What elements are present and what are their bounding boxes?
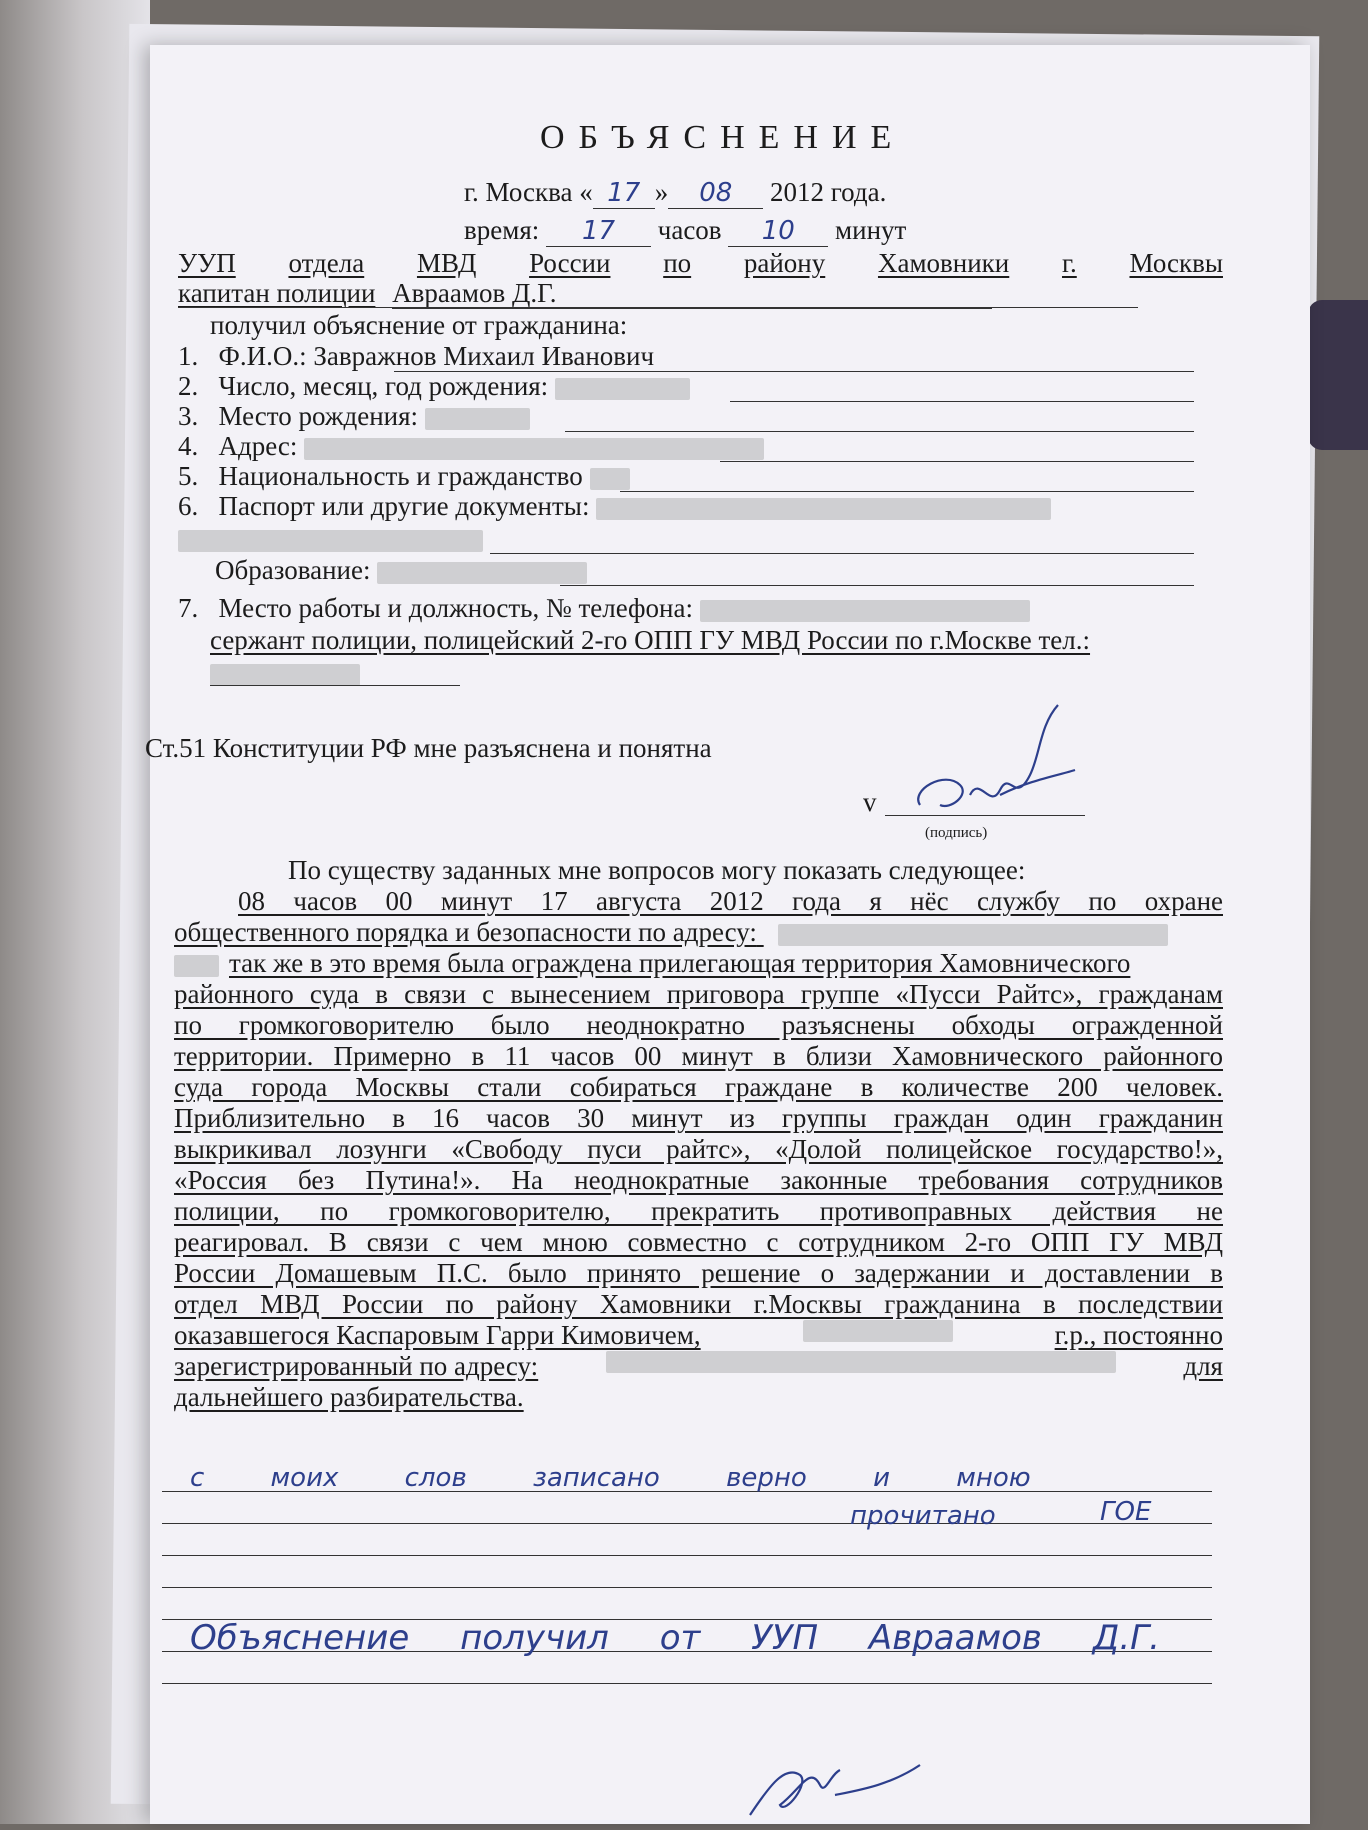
field-nationality: 5. Национальность и гражданство: [178, 461, 630, 491]
body-line-13: России Домашевым П.С. было принято решение о задержании и доставлении в: [174, 1258, 1223, 1288]
handwritten-confirmation: с моих слов записано верно и мною: [190, 1463, 1031, 1493]
body-line-6: территории. Примерно в 11 часов 00 минут в близи Хамовнического районного: [174, 1041, 1223, 1071]
work-value: сержант полиции, полицейский 2-го ОПП ГУ МВД России по г.Москве тел.:: [210, 625, 1091, 655]
field-education: Образование:: [215, 555, 587, 585]
date-day: 17: [593, 178, 655, 209]
redacted-phone: [210, 664, 360, 686]
quote-close: »: [654, 177, 669, 207]
body-line-2: общественного порядка и безопасности по адресу:: [174, 917, 1168, 947]
signature-1: [890, 695, 1080, 825]
received-from: получил объяснение от гражданина:: [210, 310, 628, 340]
field-birthplace: 3. Место рождения:: [178, 401, 530, 431]
phone-line: [210, 657, 360, 687]
quote-open: «: [579, 177, 593, 207]
fio-value: Завражнов Михаил Иванович: [313, 341, 655, 371]
officer-unit-line: УУП отдела МВД России по району Хамовники г. Москвы: [178, 248, 1223, 278]
signature-mark: v: [863, 787, 877, 817]
body-line-12: реагировал. В связи с чем мною совместно с сотрудником 2-го ОПП ГУ МВД: [174, 1227, 1223, 1257]
officer-name-line: [178, 278, 992, 309]
redacted-registration: [606, 1351, 1116, 1373]
handwritten-read: прочитано: [850, 1501, 996, 1531]
phone-underline: [210, 685, 460, 686]
handwritten-received: Объяснение получил от УУП Авраамов Д.Г.: [190, 1618, 1160, 1658]
blank-rule-2: [162, 1523, 1212, 1524]
field-passport: 6. Паспорт или другие документы:: [178, 491, 1051, 521]
signature-caption: (подпись): [925, 825, 988, 841]
officer-name: Авраамов Д.Г.: [392, 278, 992, 309]
field-birthdate: 2. Число, месяц, год рождения:: [178, 371, 690, 401]
passport-underline: [490, 553, 1194, 554]
date-line: [464, 177, 886, 209]
body-line-16: зарегистрированный по адресу: для: [174, 1351, 1223, 1381]
officer-underline: [178, 307, 1138, 308]
redacted-passport-1: [596, 498, 1051, 520]
passport-continued: [178, 523, 483, 553]
minutes-label: минут: [835, 215, 907, 245]
desk-object: [1308, 300, 1368, 450]
signature-2: [740, 1695, 940, 1830]
address-underline: [720, 461, 1194, 462]
document-page: [145, 45, 1310, 1824]
handwritten-initials: ГОЕ: [1100, 1497, 1152, 1527]
redacted-passport-2: [178, 530, 483, 552]
time-hours: 17: [546, 216, 651, 247]
redacted-birthdate: [555, 378, 690, 400]
body-line-4: районного суда в связи с вынесением приговора группе «Пусси Райтс», гражданам: [174, 979, 1223, 1009]
document-title: ОБЪЯСНЕНИЕ: [540, 119, 906, 156]
education-underline: [560, 585, 1194, 586]
date-year: 2012 года.: [770, 177, 887, 207]
redacted-education: [377, 562, 587, 584]
redacted-post-address-2: [174, 955, 219, 977]
body-line-3: так же в это время была ограждена прилегающая территория Хамовнического: [174, 948, 1130, 978]
body-line-7: суда города Москвы стали собираться граждане в количестве 200 человек.: [174, 1072, 1223, 1102]
officer-rank: капитан полиции: [178, 278, 376, 308]
hours-label: часов: [657, 215, 722, 245]
redacted-post-address: [778, 924, 1168, 946]
body-line-15: оказавшегося Каспаровым Гарри Кимовичем, г.р., постоянно: [174, 1320, 1223, 1350]
birthdate-underline: [730, 401, 1194, 402]
redacted-address: [304, 438, 764, 460]
body-line-9: выкрикивал лозунги «Свободу пуси райтс», «Долой полицейское государство!»,: [174, 1134, 1223, 1164]
field-work: 7. Место работы и должность, № телефона:: [178, 593, 1030, 623]
constitution-statement: Ст.51 Конституции РФ мне разъяснена и понятна: [145, 733, 712, 763]
field-fio: 1. Ф.И.О.: Завражнов Михаил Иванович: [178, 341, 655, 371]
field-address: 4. Адрес:: [178, 431, 764, 461]
time-line: [464, 215, 906, 247]
redacted-birthyear: [803, 1320, 953, 1342]
city-label: г. Москва: [464, 177, 573, 207]
blank-rule-4: [162, 1587, 1212, 1588]
redacted-work: [700, 600, 1030, 622]
time-label: время:: [464, 215, 540, 245]
blank-rule-7: [162, 1683, 1212, 1684]
body-line-8: Приблизительно в 16 часов 30 минут из группы граждан один гражданин: [174, 1103, 1223, 1133]
body-line-14: отдел МВД России по району Хамовники г.Москвы гражданина в последствии: [174, 1289, 1223, 1319]
body-line-11: полиции, по громкоговорителю, прекратить противоправных действия не: [174, 1196, 1223, 1226]
testimony-intro: По существу заданных мне вопросов могу показать следующее:: [288, 855, 1026, 885]
body-line-5: по громкоговорителю было неоднократно разъяснены обходы огражденной: [174, 1010, 1223, 1040]
body-line-17: дальнейшего разбирательства.: [174, 1382, 524, 1412]
redacted-birthplace: [425, 408, 530, 430]
blank-rule-3: [162, 1555, 1212, 1556]
body-line-10: «Россия без Путина!». На неоднократные законные требования сотрудников: [174, 1165, 1223, 1195]
body-line-1: 08 часов 00 минут 17 августа 2012 года я нёс службу по охране: [238, 886, 1223, 916]
date-month: 08: [668, 178, 763, 209]
time-minutes: 10: [728, 216, 828, 247]
redacted-nationality: [590, 468, 630, 490]
